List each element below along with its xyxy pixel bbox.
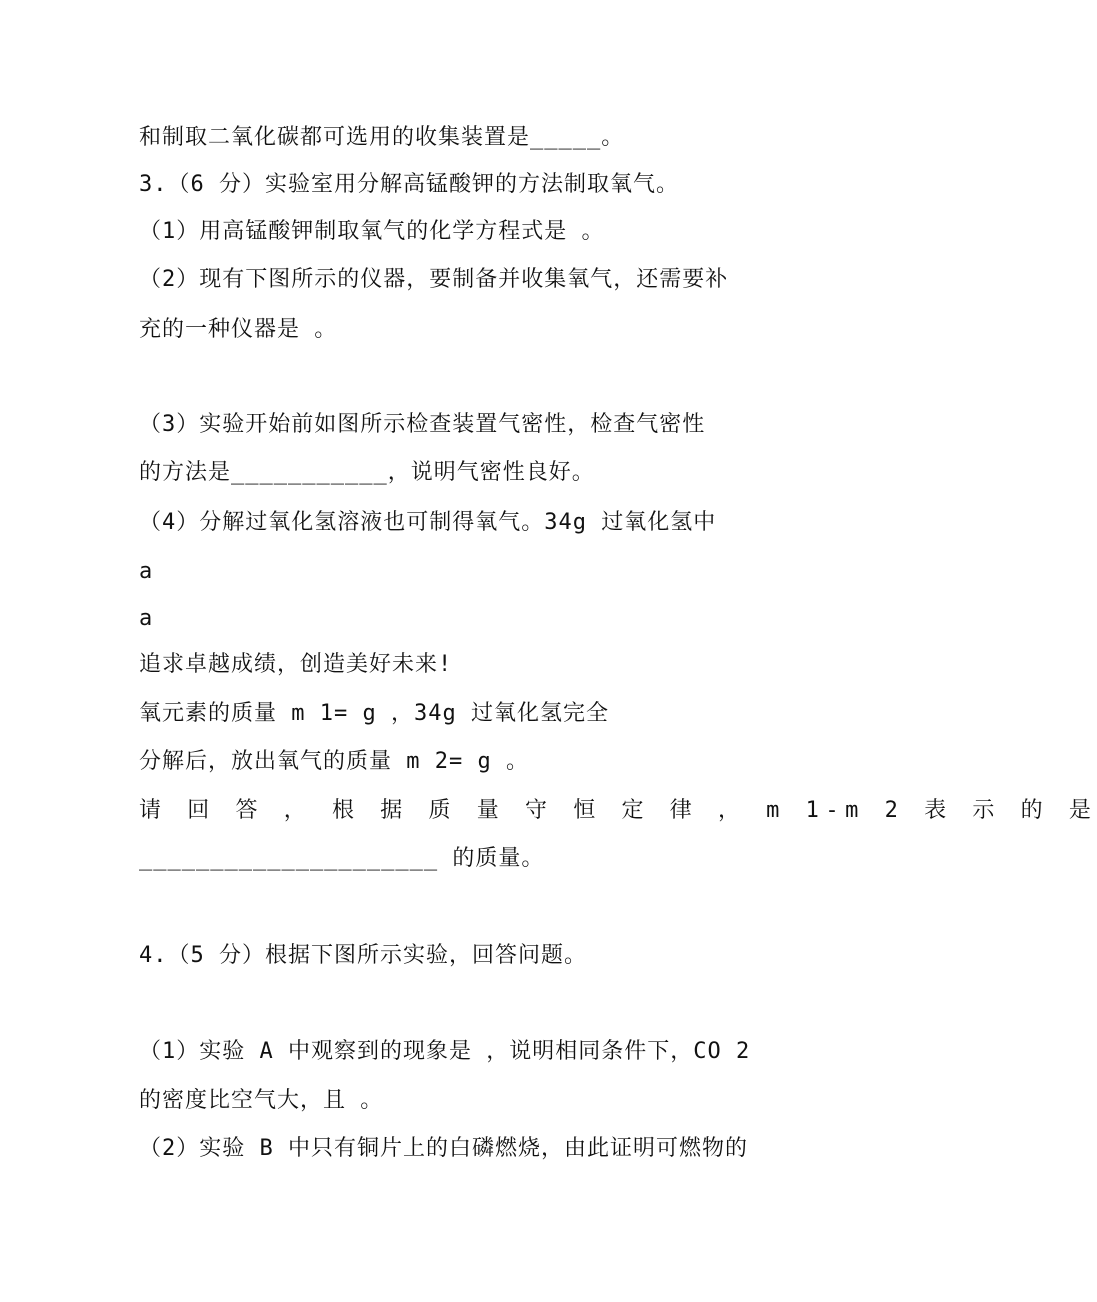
question-3-part-4-answer-line: _____________________ 的质量。 xyxy=(139,846,545,871)
question-4-part-1-cont: 的密度比空气大，且 。 xyxy=(139,1088,384,1113)
question-4-heading: 4.（5 分）根据下图所示实验，回答问题。 xyxy=(139,943,587,968)
stray-text-a-2: a xyxy=(139,606,154,631)
question-3-part-4: （4）分解过氧化氢溶液也可制得氧气。34g 过氧化氢中 xyxy=(139,510,717,535)
question-3-part-4-cont-1: 氧元素的质量 m 1= g ，34g 过氧化氢完全 xyxy=(139,701,609,726)
text-line-1: 和制取二氧化碳都可选用的收集装置是_____。 xyxy=(139,125,625,150)
question-4-part-1: （1）实验 A 中观察到的现象是 ，说明相同条件下，CO 2 xyxy=(139,1039,751,1064)
question-4-part-2: （2）实验 B 中只有铜片上的白磷燃烧，由此证明可燃物的 xyxy=(139,1136,748,1161)
question-3-part-4-cont-3: 请 回 答 ， 根 据 质 量 守 恒 定 律 ， m 1-m 2 表 示 的 是 xyxy=(139,798,1097,823)
stray-text-a-1: a xyxy=(139,559,154,584)
question-3-part-4-cont-2: 分解后，放出氧气的质量 m 2= g 。 xyxy=(139,749,529,774)
question-3-part-2-cont: 充的一种仪器是 。 xyxy=(139,317,338,342)
question-3-part-3-cont: 的方法是___________，说明气密性良好。 xyxy=(139,460,595,485)
motto-line: 追求卓越成绩，创造美好未来! xyxy=(139,652,453,677)
question-3-part-2: （2）现有下图所示的仪器，要制备并收集氧气，还需要补 xyxy=(139,267,729,292)
question-3-part-1: （1）用高锰酸钾制取氧气的化学方程式是 。 xyxy=(139,219,605,244)
question-3-heading: 3.（6 分）实验室用分解高锰酸钾的方法制取氧气。 xyxy=(139,172,679,197)
question-3-part-3: （3）实验开始前如图所示检查装置气密性，检查气密性 xyxy=(139,412,706,437)
